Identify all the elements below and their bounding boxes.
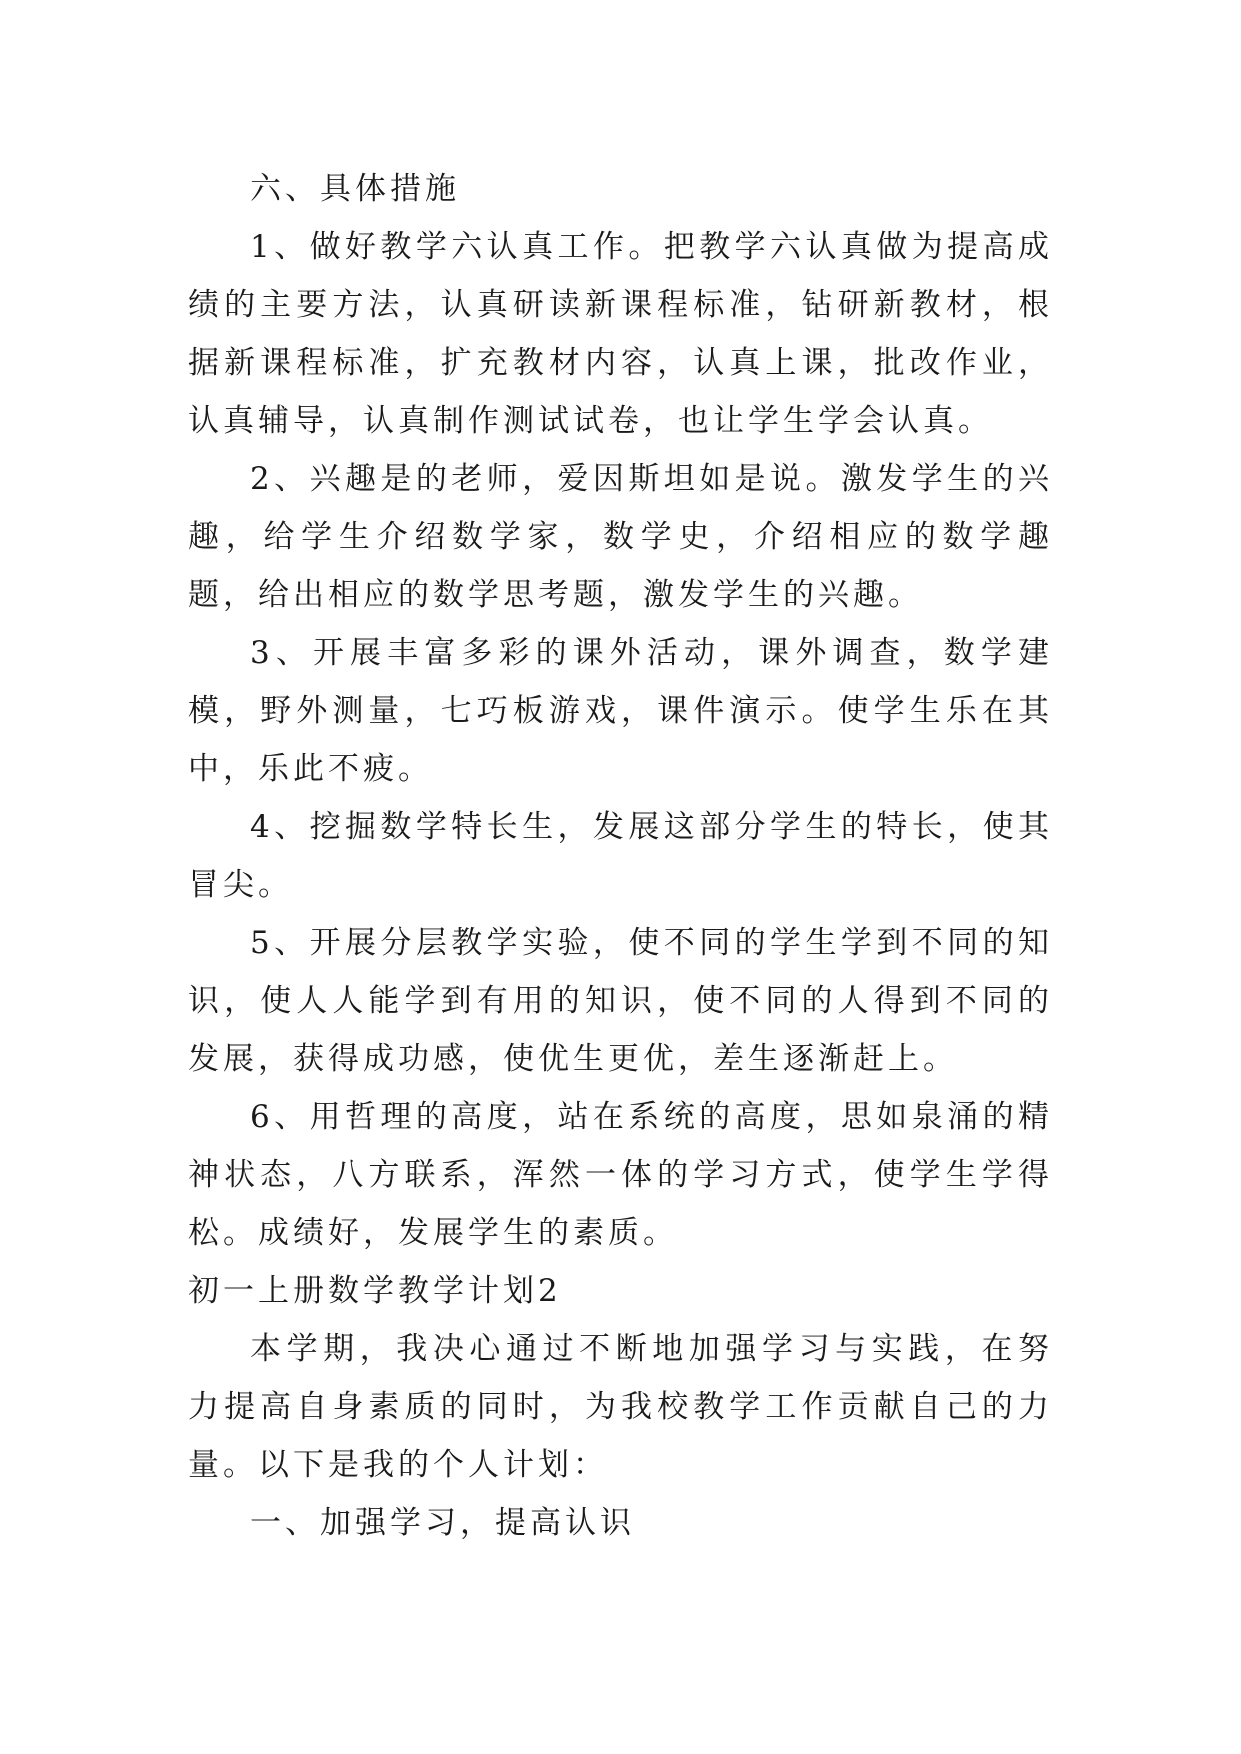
measure-4-paragraph: 4、挖掘数学特长生，发展这部分学生的特长，使其冒尖。 bbox=[188, 809, 1053, 903]
heading-one: 一、加强学习，提高认识 bbox=[250, 1505, 635, 1541]
measure-2-paragraph: 2、兴趣是的老师，爱因斯坦如是说。激发学生的兴趣，给学生介绍数学家，数学史，介绍相应的数学趣题，给出相应的数学思考题，激发学生的兴趣。 bbox=[188, 461, 1053, 613]
measure-5-paragraph: 5、开展分层教学实验，使不同的学生学到不同的知识，使人人能学到有用的知识，使不同的人得到不同的发展，获得成功感，使优生更优，差生逐渐赶上。 bbox=[188, 925, 1053, 1077]
section-title-2: 初一上册数学教学计划2 bbox=[188, 1273, 562, 1309]
measure-3-paragraph: 3、开展丰富多彩的课外活动，课外调查，数学建模，野外测量，七巧板游戏，课件演示。使学生乐在其中，乐此不疲。 bbox=[188, 635, 1053, 787]
heading-six: 六、具体措施 bbox=[250, 171, 460, 207]
intro-2-paragraph: 本学期，我决心通过不断地加强学习与实践，在努力提高自身素质的同时，为我校教学工作贡献自己的力量。以下是我的个人计划： bbox=[188, 1331, 1053, 1483]
measure-1-paragraph: 1、做好教学六认真工作。把教学六认真做为提高成绩的主要方法，认真研读新课程标准，钻研新教材，根据新课程标准，扩充教材内容，认真上课，批改作业，认真辅导，认真制作测试试卷，也让学生学会认真。 bbox=[188, 229, 1053, 439]
document-body bbox=[188, 160, 1053, 1552]
measure-6-paragraph: 6、用哲理的高度，站在系统的高度，思如泉涌的精神状态，八方联系，浑然一体的学习方式，使学生学得松。成绩好，发展学生的素质。 bbox=[188, 1099, 1053, 1251]
